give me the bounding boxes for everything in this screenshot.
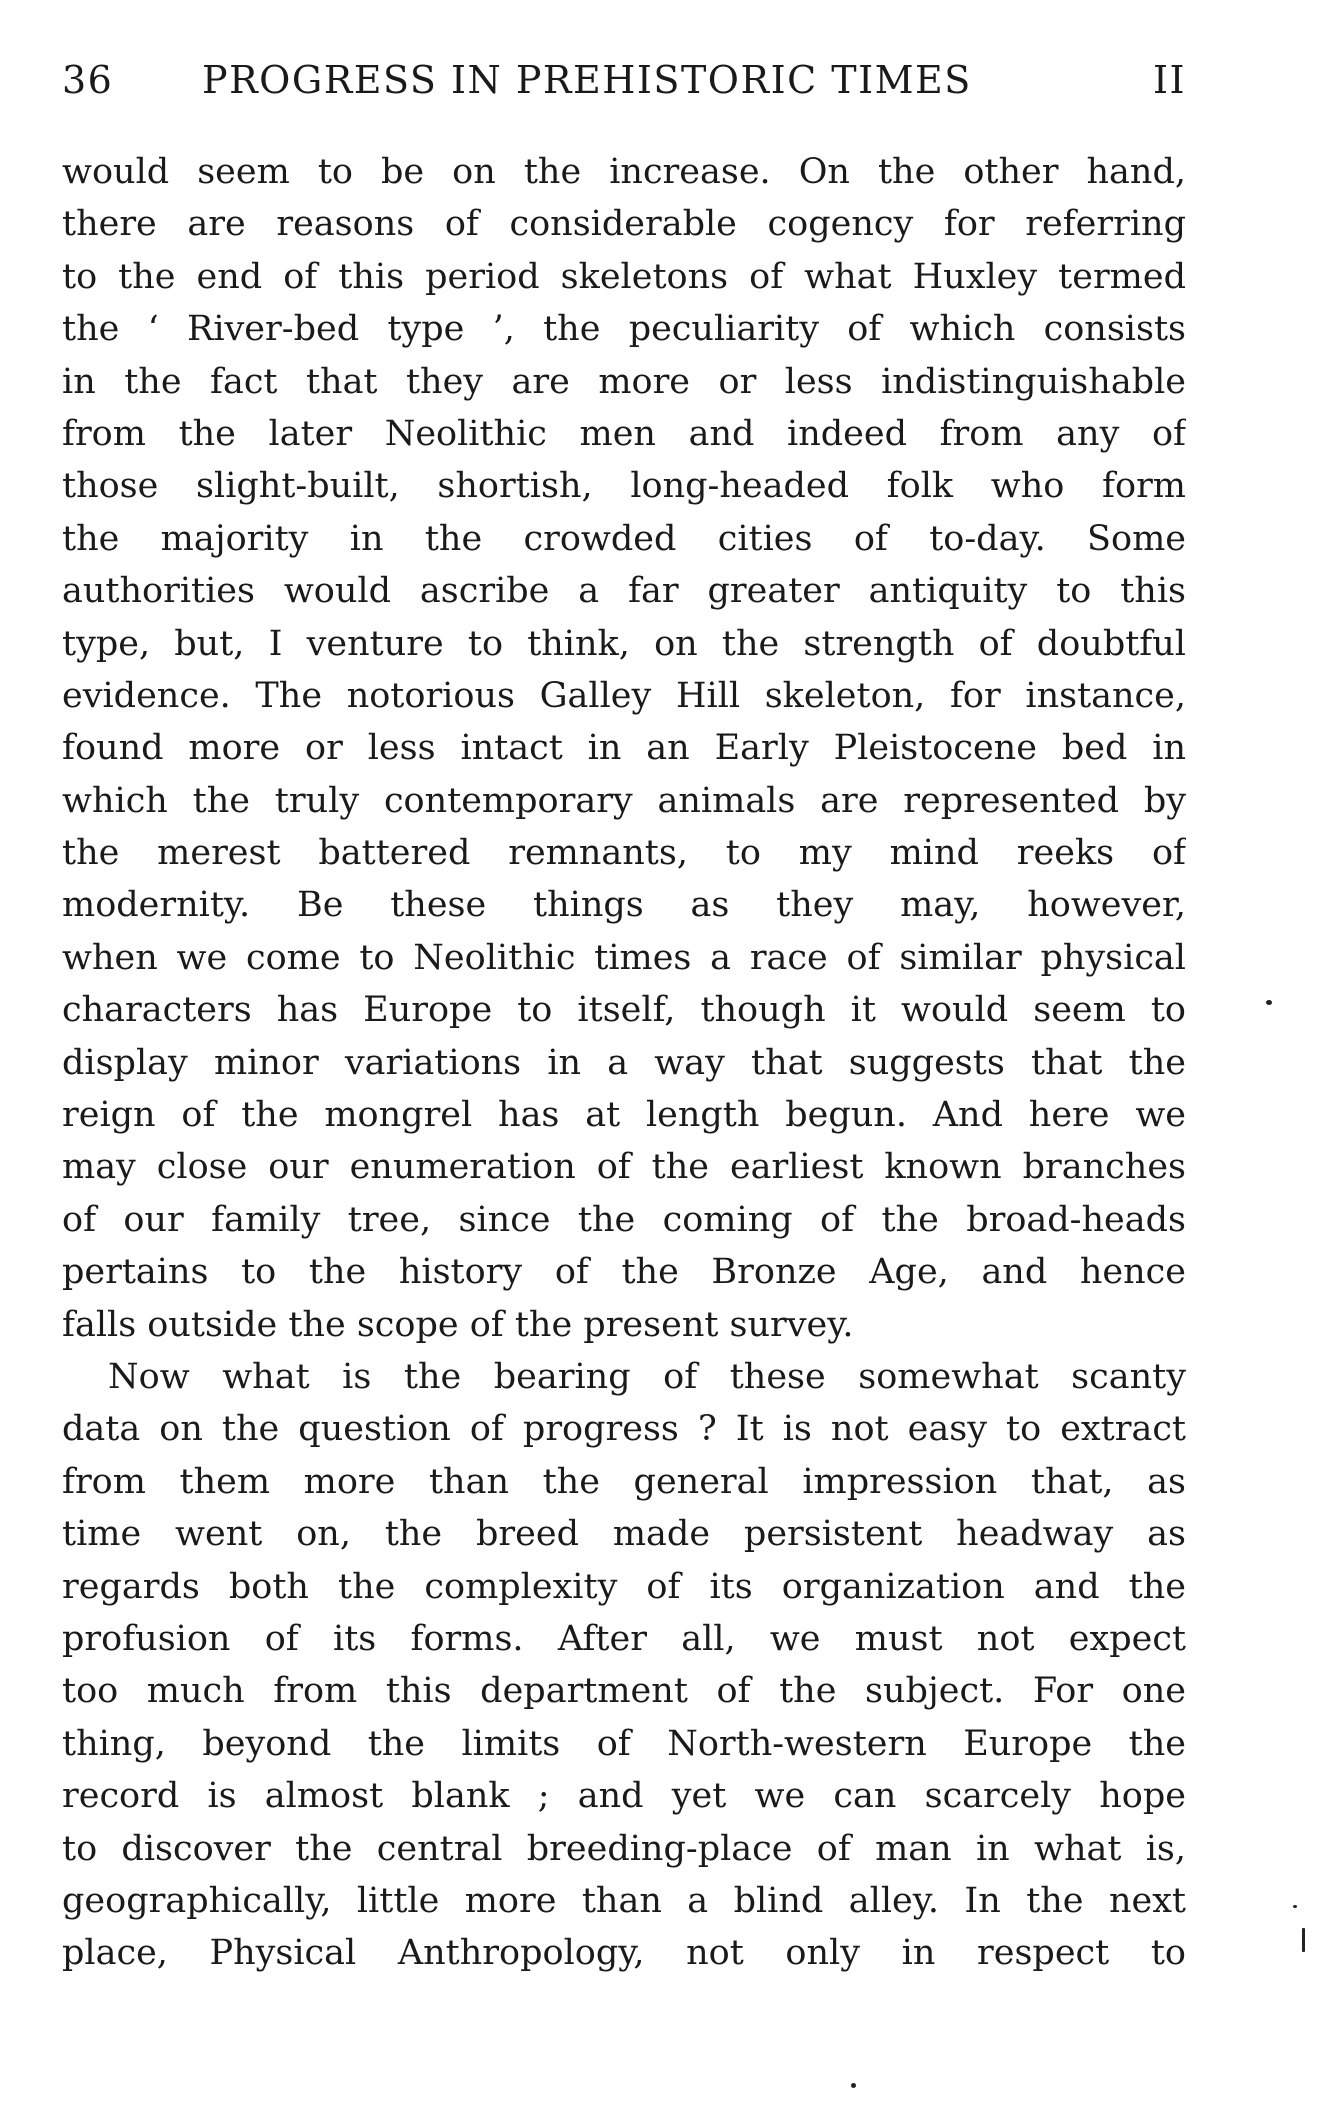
scan-speck — [851, 2083, 856, 2088]
text-line: those slight-built, shortish, long-headed folk who form — [62, 466, 1186, 507]
text-line: thing, beyond the limits of North-western Europe the — [62, 1723, 1186, 1764]
text-line: modernity. Be these things as they may, however, — [62, 885, 1186, 926]
text-line: regards both the complexity of its organization and the — [62, 1566, 1186, 1607]
text-line: profusion of its forms. After all, we must not expect — [62, 1618, 1186, 1659]
scan-speck — [1293, 1905, 1297, 1908]
text-line: reign of the mongrel has at length begun. And here we — [62, 1095, 1186, 1136]
body-text — [62, 146, 1186, 1980]
chapter-number: II — [1152, 58, 1186, 102]
text-line: from them more than the general impression that, as — [62, 1461, 1186, 1502]
text-line: to the end of this period skeletons of what Huxley termed — [62, 256, 1186, 297]
text-line: of our family tree, since the coming of the broad-heads — [62, 1199, 1186, 1240]
scan-speck — [1266, 1000, 1272, 1005]
text-line: would seem to be on the increase. On the other hand, — [62, 152, 1186, 192]
text-line: the ‘ River-bed type ’, the peculiarity of which consists — [62, 309, 1186, 350]
text-line: falls outside the scope of the present survey. — [62, 1304, 854, 1345]
text-line: place, Physical Anthropology, not only in respect to — [62, 1933, 1186, 1974]
text-line: evidence. The notorious Galley Hill skeleton, for instance, — [62, 675, 1186, 716]
paragraph — [62, 146, 1186, 1351]
text-line: too much from this department of the subject. For one — [62, 1671, 1186, 1712]
text-line: found more or less intact in an Early Pleistocene bed in — [62, 728, 1186, 769]
text-line: the majority in the crowded cities of to-day. Some — [62, 518, 1186, 559]
paragraph — [62, 1351, 1186, 1980]
text-line: characters has Europe to itself, though it would seem to — [62, 990, 1186, 1031]
text-line: record is almost blank ; and yet we can scarcely hope — [62, 1776, 1186, 1817]
scan-speck — [1302, 1928, 1305, 1952]
text-line: Now what is the bearing of these somewhat scanty — [108, 1356, 1186, 1397]
running-head — [62, 58, 1186, 114]
text-line: display minor variations in a way that suggests that the — [62, 1042, 1186, 1083]
text-line: from the later Neolithic men and indeed from any of — [62, 413, 1186, 454]
text-line: there are reasons of considerable cogency for referring — [62, 204, 1186, 245]
text-line: the merest battered remnants, to my mind reeks of — [62, 833, 1186, 874]
text-line: time went on, the breed made persistent headway as — [62, 1514, 1186, 1555]
text-line: which the truly contemporary animals are represented by — [62, 780, 1186, 821]
text-line: to discover the central breeding-place of man in what is, — [62, 1828, 1186, 1869]
text-line: may close our enumeration of the earliest known branches — [62, 1147, 1186, 1188]
text-line: geographically, little more than a blind alley. In the next — [62, 1880, 1186, 1921]
text-line: authorities would ascribe a far greater antiquity to this — [62, 571, 1186, 612]
text-line: when we come to Neolithic times a race of similar physical — [62, 937, 1186, 978]
page-number: 36 — [62, 58, 114, 102]
text-line: data on the question of progress ? It is not easy to extract — [62, 1409, 1186, 1450]
text-line: pertains to the history of the Bronze Age, and hence — [62, 1252, 1186, 1293]
text-line: type, but, I venture to think, on the strength of doubtful — [62, 623, 1186, 664]
running-title: PROGRESS IN PREHISTORIC TIMES — [202, 58, 972, 102]
text-line: in the fact that they are more or less indistinguishable — [62, 361, 1186, 402]
